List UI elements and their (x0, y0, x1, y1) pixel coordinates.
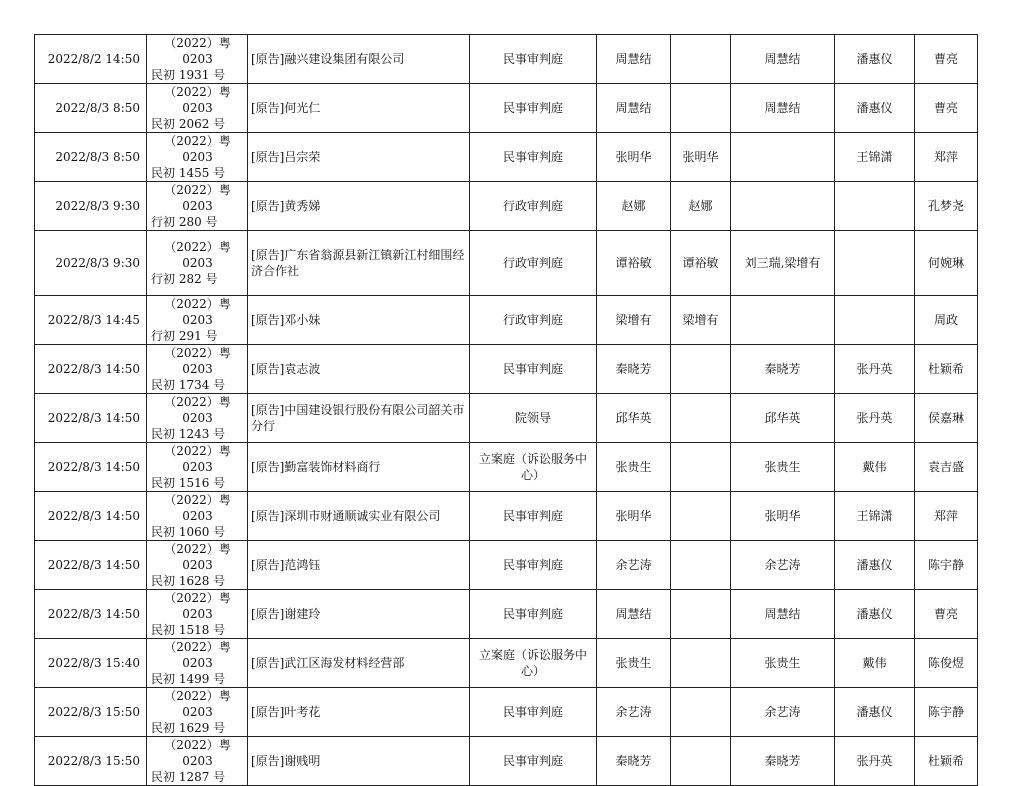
table-row (35, 133, 978, 182)
department-cell: 院领导 (470, 394, 597, 443)
hearing-time-cell: 2022/8/2 14:50 (35, 35, 147, 84)
judge-cell: 邱华英 (597, 394, 671, 443)
assessor-cell: 张丹英 (835, 345, 915, 394)
judge-cell: 张贵生 (597, 443, 671, 492)
hearing-time-cell: 2022/8/3 14:50 (35, 443, 147, 492)
clerk-cell: 杜颖希 (915, 737, 978, 786)
panel-members-cell: 周慧结 (731, 590, 835, 639)
case-number-prefix: （2022）粤 0203 (164, 640, 231, 670)
case-number-prefix: （2022）粤 0203 (164, 346, 231, 376)
case-number-cell (147, 133, 248, 182)
clerk-cell: 郑萍 (915, 133, 978, 182)
table-row (35, 541, 978, 590)
table-body (35, 35, 978, 786)
presiding-judge-cell: 梁增有 (671, 296, 731, 345)
judge-cell: 余艺涛 (597, 541, 671, 590)
presiding-judge-cell (671, 541, 731, 590)
case-number-suffix: 民初 1628 号 (151, 574, 226, 588)
clerk-cell: 陈俊煜 (915, 639, 978, 688)
case-number-suffix: 行初 291 号 (151, 329, 218, 343)
party-cell: [原告]袁志波 (248, 345, 470, 394)
department-cell: 民事审判庭 (470, 688, 597, 737)
panel-members-cell: 张贵生 (731, 443, 835, 492)
table-row (35, 639, 978, 688)
panel-members-cell: 余艺涛 (731, 688, 835, 737)
panel-members-cell: 周慧结 (731, 35, 835, 84)
party-cell: [原告]勤富装饰材料商行 (248, 443, 470, 492)
judge-cell: 张贵生 (597, 639, 671, 688)
panel-members-cell (731, 182, 835, 231)
assessor-cell: 潘惠仪 (835, 541, 915, 590)
hearing-time-cell: 2022/8/3 14:50 (35, 590, 147, 639)
table-row (35, 296, 978, 345)
case-number-cell (147, 394, 248, 443)
case-number-suffix: 民初 1734 号 (151, 378, 226, 392)
assessor-cell: 戴伟 (835, 443, 915, 492)
case-number-suffix: 民初 2062 号 (151, 117, 226, 131)
presiding-judge-cell (671, 492, 731, 541)
case-number-prefix: （2022）粤 0203 (164, 444, 231, 474)
clerk-cell: 郑萍 (915, 492, 978, 541)
case-number-cell (147, 182, 248, 231)
case-number-prefix: （2022）粤 0203 (164, 493, 231, 523)
judge-cell: 余艺涛 (597, 688, 671, 737)
clerk-cell: 周政 (915, 296, 978, 345)
hearing-time-cell: 2022/8/3 9:30 (35, 182, 147, 231)
case-number-suffix: 民初 1455 号 (151, 166, 226, 180)
judge-cell: 梁增有 (597, 296, 671, 345)
assessor-cell (835, 182, 915, 231)
case-number-cell (147, 639, 248, 688)
case-number-prefix: （2022）粤 0203 (164, 183, 231, 213)
case-number-cell (147, 84, 248, 133)
case-number-prefix: （2022）粤 0203 (164, 134, 231, 164)
party-cell: [原告]融兴建设集团有限公司 (248, 35, 470, 84)
judge-cell: 赵娜 (597, 182, 671, 231)
panel-members-cell: 邱华英 (731, 394, 835, 443)
case-number-suffix: 民初 1060 号 (151, 525, 226, 539)
case-number-cell (147, 737, 248, 786)
presiding-judge-cell: 赵娜 (671, 182, 731, 231)
case-number-prefix: （2022）粤 0203 (164, 240, 231, 270)
case-number-prefix: （2022）粤 0203 (164, 542, 231, 572)
case-number-prefix: （2022）粤 0203 (164, 85, 231, 115)
clerk-cell: 陈宇静 (915, 541, 978, 590)
assessor-cell: 潘惠仪 (835, 35, 915, 84)
assessor-cell: 王锦潇 (835, 492, 915, 541)
assessor-cell: 王锦潇 (835, 133, 915, 182)
table-row (35, 84, 978, 133)
panel-members-cell: 秦晓芳 (731, 737, 835, 786)
party-cell: [原告]武江区海发材料经营部 (248, 639, 470, 688)
party-cell: [原告]何光仁 (248, 84, 470, 133)
case-number-cell (147, 590, 248, 639)
presiding-judge-cell: 谭裕敏 (671, 231, 731, 296)
hearing-time-cell: 2022/8/3 15:50 (35, 737, 147, 786)
table-row (35, 492, 978, 541)
table-row (35, 590, 978, 639)
panel-members-cell (731, 296, 835, 345)
case-number-prefix: （2022）粤 0203 (164, 36, 231, 66)
table-row (35, 737, 978, 786)
presiding-judge-cell (671, 443, 731, 492)
party-cell: [原告]深圳市财通顺诚实业有限公司 (248, 492, 470, 541)
panel-members-cell: 张明华 (731, 492, 835, 541)
assessor-cell: 张丹英 (835, 737, 915, 786)
table-row (35, 231, 978, 296)
judge-cell: 秦晓芳 (597, 345, 671, 394)
clerk-cell: 曹亮 (915, 590, 978, 639)
presiding-judge-cell (671, 737, 731, 786)
department-cell: 行政审判庭 (470, 182, 597, 231)
hearing-time-cell: 2022/8/3 14:50 (35, 345, 147, 394)
panel-members-cell: 秦晓芳 (731, 345, 835, 394)
case-number-cell (147, 35, 248, 84)
table-row (35, 345, 978, 394)
judge-cell: 秦晓芳 (597, 737, 671, 786)
department-cell: 民事审判庭 (470, 737, 597, 786)
hearing-time-cell: 2022/8/3 14:50 (35, 492, 147, 541)
case-number-prefix: （2022）粤 0203 (164, 395, 231, 425)
case-number-suffix: 民初 1516 号 (151, 476, 226, 490)
presiding-judge-cell (671, 35, 731, 84)
case-number-cell (147, 688, 248, 737)
case-number-cell (147, 345, 248, 394)
case-number-cell (147, 296, 248, 345)
presiding-judge-cell (671, 394, 731, 443)
panel-members-cell: 周慧结 (731, 84, 835, 133)
hearing-time-cell: 2022/8/3 8:50 (35, 84, 147, 133)
department-cell: 行政审判庭 (470, 296, 597, 345)
assessor-cell: 潘惠仪 (835, 84, 915, 133)
case-number-suffix: 民初 1518 号 (151, 623, 226, 637)
hearing-schedule-sheet (34, 34, 977, 786)
assessor-cell: 潘惠仪 (835, 688, 915, 737)
judge-cell: 周慧结 (597, 84, 671, 133)
panel-members-cell: 余艺涛 (731, 541, 835, 590)
judge-cell: 谭裕敏 (597, 231, 671, 296)
assessor-cell (835, 296, 915, 345)
party-cell: [原告]吕宗荣 (248, 133, 470, 182)
clerk-cell: 何婉琳 (915, 231, 978, 296)
case-number-cell (147, 231, 248, 296)
hearing-time-cell: 2022/8/3 15:50 (35, 688, 147, 737)
clerk-cell: 孔梦尧 (915, 182, 978, 231)
case-number-prefix: （2022）粤 0203 (164, 297, 231, 327)
case-number-suffix: 民初 1499 号 (151, 672, 226, 686)
department-cell: 行政审判庭 (470, 231, 597, 296)
department-cell: 民事审判庭 (470, 541, 597, 590)
table-row (35, 688, 978, 737)
party-cell: [原告]黄秀娣 (248, 182, 470, 231)
party-cell: [原告]叶考花 (248, 688, 470, 737)
assessor-cell: 戴伟 (835, 639, 915, 688)
case-number-suffix: 行初 280 号 (151, 215, 218, 229)
hearing-time-cell: 2022/8/3 8:50 (35, 133, 147, 182)
table-row (35, 443, 978, 492)
clerk-cell: 曹亮 (915, 84, 978, 133)
assessor-cell: 潘惠仪 (835, 590, 915, 639)
department-cell: 民事审判庭 (470, 35, 597, 84)
clerk-cell: 杜颖希 (915, 345, 978, 394)
department-cell: 民事审判庭 (470, 84, 597, 133)
judge-cell: 周慧结 (597, 590, 671, 639)
case-number-suffix: 民初 1931 号 (151, 68, 226, 82)
hearing-time-cell: 2022/8/3 14:45 (35, 296, 147, 345)
hearing-time-cell: 2022/8/3 14:50 (35, 541, 147, 590)
case-number-cell (147, 443, 248, 492)
case-number-suffix: 民初 1243 号 (151, 427, 226, 441)
presiding-judge-cell (671, 688, 731, 737)
assessor-cell: 张丹英 (835, 394, 915, 443)
case-number-cell (147, 541, 248, 590)
department-cell: 立案庭（诉讼服务中心） (470, 639, 597, 688)
presiding-judge-cell (671, 84, 731, 133)
party-cell: [原告]谢建玲 (248, 590, 470, 639)
judge-cell: 张明华 (597, 492, 671, 541)
department-cell: 民事审判庭 (470, 345, 597, 394)
presiding-judge-cell: 张明华 (671, 133, 731, 182)
case-number-prefix: （2022）粤 0203 (164, 738, 231, 768)
panel-members-cell: 张贵生 (731, 639, 835, 688)
judge-cell: 张明华 (597, 133, 671, 182)
case-number-suffix: 民初 1629 号 (151, 721, 226, 735)
hearing-time-cell: 2022/8/3 15:40 (35, 639, 147, 688)
party-cell: [原告]中国建设银行股份有限公司韶关市分行 (248, 394, 470, 443)
hearing-schedule-table (34, 34, 978, 786)
table-row (35, 182, 978, 231)
case-number-prefix: （2022）粤 0203 (164, 591, 231, 621)
table-row (35, 35, 978, 84)
judge-cell: 周慧结 (597, 35, 671, 84)
presiding-judge-cell (671, 639, 731, 688)
case-number-suffix: 民初 1287 号 (151, 770, 226, 784)
hearing-time-cell: 2022/8/3 14:50 (35, 394, 147, 443)
party-cell: [原告]范鸿钰 (248, 541, 470, 590)
clerk-cell: 袁吉盛 (915, 443, 978, 492)
party-cell: [原告]邓小妹 (248, 296, 470, 345)
department-cell: 民事审判庭 (470, 492, 597, 541)
case-number-suffix: 行初 282 号 (151, 272, 218, 286)
panel-members-cell (731, 133, 835, 182)
table-row (35, 394, 978, 443)
panel-members-cell: 刘三瑞,梁增有 (731, 231, 835, 296)
hearing-time-cell: 2022/8/3 9:30 (35, 231, 147, 296)
clerk-cell: 陈宇静 (915, 688, 978, 737)
party-cell: [原告]谢贱明 (248, 737, 470, 786)
department-cell: 民事审判庭 (470, 133, 597, 182)
party-cell: [原告]广东省翁源县新江镇新江村细围经济合作社 (248, 231, 470, 296)
assessor-cell (835, 231, 915, 296)
presiding-judge-cell (671, 345, 731, 394)
department-cell: 立案庭（诉讼服务中心） (470, 443, 597, 492)
case-number-prefix: （2022）粤 0203 (164, 689, 231, 719)
clerk-cell: 曹亮 (915, 35, 978, 84)
department-cell: 民事审判庭 (470, 590, 597, 639)
case-number-cell (147, 492, 248, 541)
presiding-judge-cell (671, 590, 731, 639)
clerk-cell: 侯嘉琳 (915, 394, 978, 443)
